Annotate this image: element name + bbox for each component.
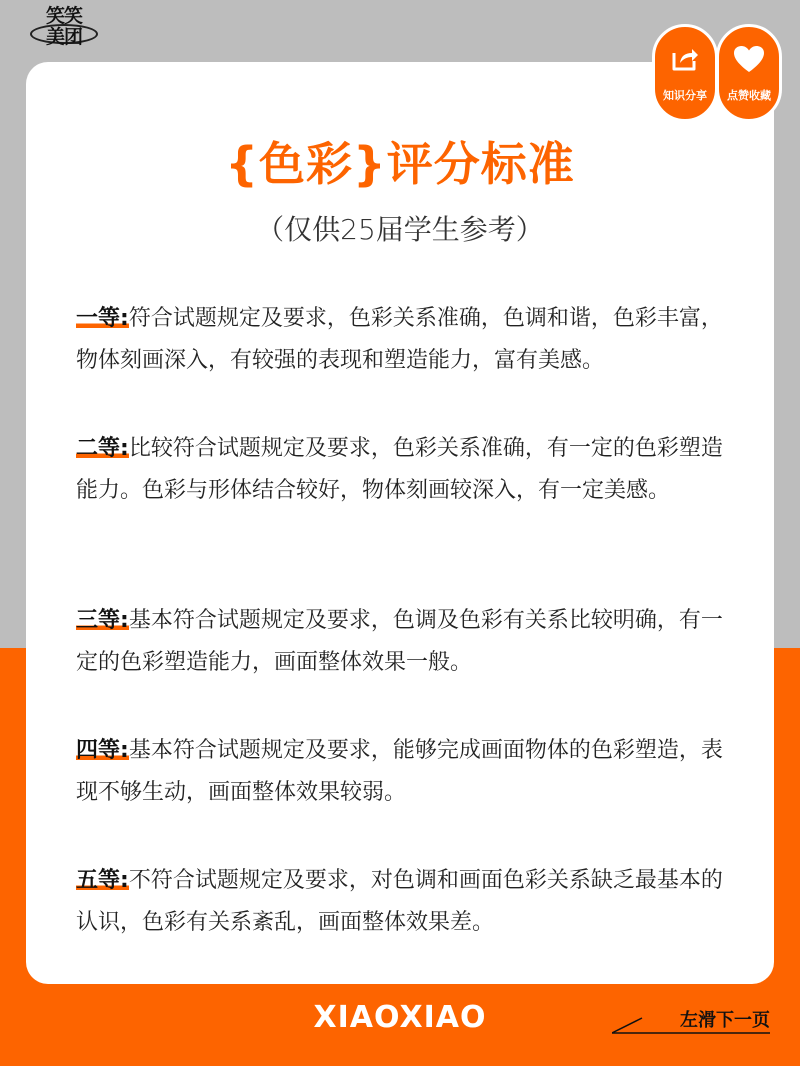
grade-entry-5 [76,860,726,944]
swipe-next-page[interactable] [612,1006,772,1038]
heart-icon [733,45,765,77]
logo-line-2: 美团 [45,26,82,48]
share-label: 知识分享 [663,89,707,102]
grade-entry-2 [76,428,726,512]
grade-entry-3 [76,600,726,684]
grade-level: 二等: [76,436,129,461]
page-title: {色彩}评分标准 [225,137,575,191]
grade-description: 基本符合试题规定及要求，能够完成画面物体的色彩塑造，表现不够生动，画面整体效果较弱。 [76,738,723,805]
logo-line-1: 笑笑 [45,5,82,27]
swipe-label: 左滑下一页 [680,1010,770,1031]
grade-entry-1 [76,298,726,382]
share-icon [670,45,700,77]
grade-level: 三等: [76,608,129,633]
footer-brand: XIAOXIAO [313,1000,487,1035]
grade-level: 一等: [76,306,129,331]
page-subtitle: （仅供25届学生参考） [256,213,544,246]
grade-description: 不符合试题规定及要求，对色调和画面色彩关系缺乏最基本的认识，色彩有关系紊乱，画面整体效果差。 [76,868,723,935]
action-buttons [652,24,782,122]
grade-entry-4 [76,730,726,814]
grade-level: 五等: [76,868,129,893]
grade-description: 基本符合试题规定及要求，色调及色彩有关系比较明确，有一定的色彩塑造能力，画面整体效果一般。 [76,608,723,675]
brand-logo [26,6,102,56]
grade-level: 四等: [76,738,129,763]
like-label: 点赞收藏 [727,89,771,102]
grade-description: 符合试题规定及要求，色彩关系准确，色调和谐，色彩丰富，物体刻画深入，有较强的表现和塑造能力，富有美感。 [76,306,723,373]
like-button[interactable] [716,24,782,122]
grade-description: 比较符合试题规定及要求，色彩关系准确，有一定的色彩塑造能力。色彩与形体结合较好，物体刻画较深入，有一定美感。 [76,436,723,503]
content-card [26,62,774,984]
share-button[interactable] [652,24,718,122]
